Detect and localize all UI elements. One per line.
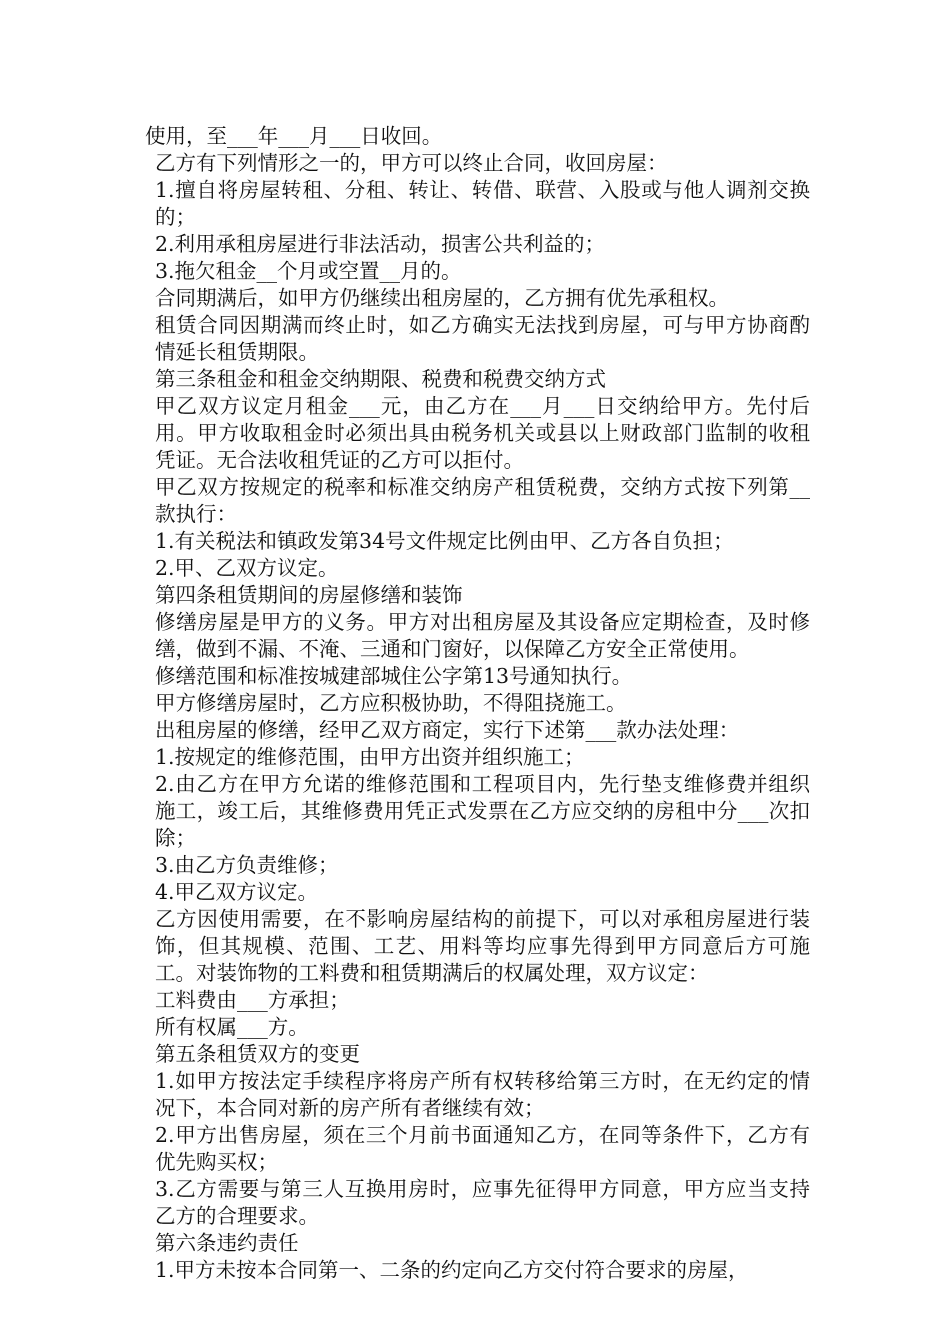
paragraph-19: 2.由乙方在甲方允诺的维修范围和工程项目内，先行垫支维修费并组织施工，竣工后，其维修费用凭正式发票在乙方应交纳的房租中分___次扣除； <box>155 772 810 850</box>
paragraph-9: 甲乙双方议定月租金___元，由乙方在___月___日交纳给甲方。先付后用。甲方收取租金时必须出具由税务机关或县以上财政部门监制的收租凭证。无合法收租凭证的乙方可以拒付。 <box>155 394 810 472</box>
paragraph-3: 1.擅自将房屋转租、分租、转让、转借、联营、入股或与他人调剂交换的； <box>155 178 810 229</box>
paragraph-2: 乙方有下列情形之一的，甲方可以终止合同，收回房屋： <box>155 151 668 175</box>
paragraph-27: 2.甲方出售房屋，须在三个月前书面通知乙方，在同等条件下，乙方有优先购买权； <box>155 1123 810 1174</box>
paragraph-26: 1.如甲方按法定手续程序将房产所有权转移给第三方时，在无约定的情况下，本合同对新的房产所有者继续有效； <box>155 1069 810 1120</box>
section-heading-3: 第三条租金和租金交纳期限、税费和税费交纳方式 <box>155 367 606 391</box>
paragraph-30: 1.甲方未按本合同第一、二条的约定向乙方交付符合要求的房屋， <box>155 1258 749 1282</box>
paragraph-24: 所有权属___方。 <box>155 1015 309 1039</box>
paragraph-10: 甲乙双方按规定的税率和标准交纳房产租赁税费，交纳方式按下列第__款执行： <box>155 475 810 526</box>
paragraph-20: 3.由乙方负责维修； <box>155 853 339 877</box>
paragraph-6: 合同期满后，如甲方仍继续出租房屋的，乙方拥有优先承租权。 <box>155 286 729 310</box>
paragraph-14: 修缮房屋是甲方的义务。甲方对出租房屋及其设备应定期检查，及时修缮，做到不漏、不淹、三通和门窗好，以保障乙方安全正常使用。 <box>155 610 810 661</box>
document-page <box>145 123 810 1284</box>
section-heading-5: 第五条租赁双方的变更 <box>155 1042 360 1066</box>
paragraph-12: 2.甲、乙双方议定。 <box>155 556 339 580</box>
paragraph-16: 甲方修缮房屋时，乙方应积极协助，不得阻挠施工。 <box>155 691 627 715</box>
paragraph-11: 1.有关税法和镇政发第34号文件规定比例由甲、乙方各自负担； <box>155 529 734 553</box>
paragraph-15: 修缮范围和标准按城建部城住公字第13号通知执行。 <box>155 664 633 688</box>
section-heading-6: 第六条违约责任 <box>155 1231 299 1255</box>
paragraph-21: 4.甲乙双方议定。 <box>155 880 319 904</box>
paragraph-28: 3.乙方需要与第三人互换用房时，应事先征得甲方同意，甲方应当支持乙方的合理要求。 <box>155 1177 810 1228</box>
paragraph-4: 2.利用承租房屋进行非法活动，损害公共利益的； <box>155 232 606 256</box>
paragraph-23: 工料费由___方承担； <box>155 988 350 1012</box>
paragraph-5: 3.拖欠租金__个月或空置__月的。 <box>155 259 462 283</box>
paragraph-1: 使用，至___年___月___日收回。 <box>145 124 443 148</box>
section-heading-4: 第四条租赁期间的房屋修缮和装饰 <box>155 583 463 607</box>
paragraph-17: 出租房屋的修缮，经甲乙双方商定，实行下述第___款办法处理： <box>155 718 740 742</box>
paragraph-22: 乙方因使用需要，在不影响房屋结构的前提下，可以对承租房屋进行装饰，但其规模、范围、工艺、用料等均应事先得到甲方同意后方可施工。对装饰物的工料费和租赁期满后的权属处理，双方议定： <box>155 907 810 985</box>
paragraph-7: 租赁合同因期满而终止时，如乙方确实无法找到房屋，可与甲方协商酌情延长租赁期限。 <box>155 313 810 364</box>
paragraph-18: 1.按规定的维修范围，由甲方出资并组织施工； <box>155 745 585 769</box>
